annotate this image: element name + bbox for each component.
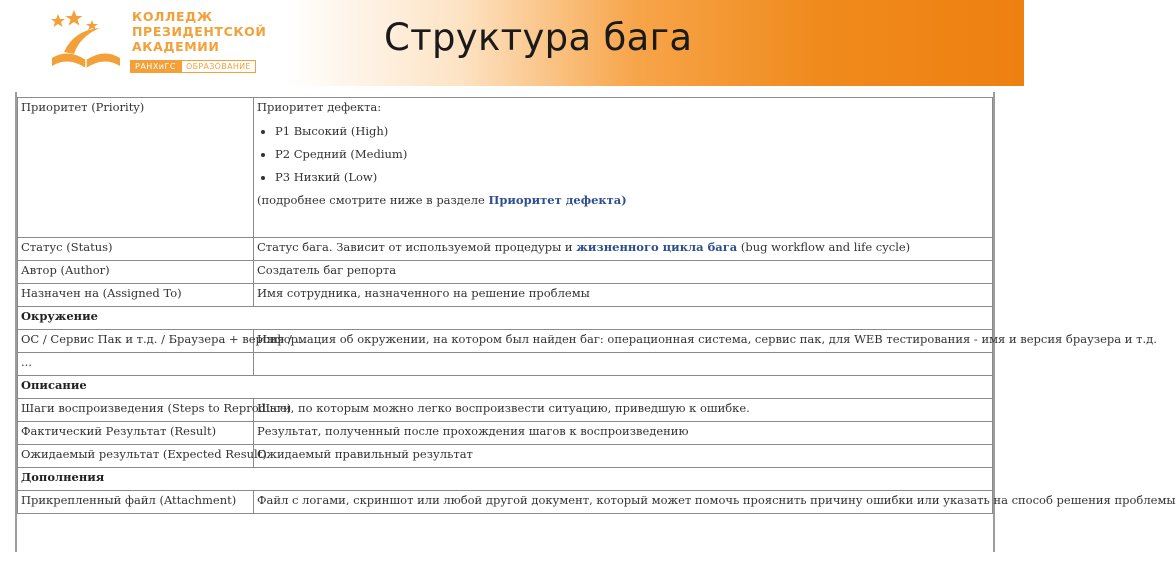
- logo-tag-education: ОБРАЗОВАНИЕ: [181, 60, 256, 73]
- status-desc-suffix: (bug workflow and life cycle): [737, 240, 911, 254]
- field-desc: [254, 353, 993, 376]
- field-label: Назначен на (Assigned To): [18, 284, 254, 307]
- table-row-attachment: [18, 491, 993, 514]
- table-row-status: [18, 238, 993, 261]
- list-item: • P3 Низкий (Low): [275, 170, 990, 185]
- table-row-expected: [18, 445, 993, 468]
- field-desc: [254, 98, 993, 238]
- logo-line-3: АКАДЕМИИ: [132, 39, 220, 54]
- logo-line-1: КОЛЛЕДЖ: [132, 9, 213, 24]
- table-row-actual: [18, 422, 993, 445]
- page-title: Структура бага: [384, 16, 693, 59]
- table-row-environment: [18, 330, 993, 353]
- table-section-description: [18, 376, 993, 399]
- logo-line-2: ПРЕЗИДЕНТСКОЙ: [132, 24, 267, 39]
- college-logo: [44, 8, 267, 76]
- bug-structure-table-frame: [15, 92, 1176, 552]
- list-item: • P1 Высокий (High): [275, 124, 990, 139]
- section-heading: Дополнения: [18, 468, 993, 491]
- bug-structure-table: [17, 97, 1176, 514]
- section-heading: Описание: [18, 376, 993, 399]
- priority-link[interactable]: Приоритет дефекта): [488, 193, 627, 207]
- logo-tag: [130, 60, 252, 73]
- field-desc: Шаги, по которым можно легко воспроизвести ситуацию, приведшую к ошибке.: [254, 399, 993, 422]
- field-label: Автор (Author): [18, 261, 254, 284]
- field-desc: Информация об окружении, на котором был найден баг: операционная система, сервис пак, для WEB тестирования - имя и версия браузера и т.д.: [254, 330, 993, 353]
- priority-note: [257, 193, 990, 208]
- field-desc: Имя сотрудника, назначенного на решение проблемы: [254, 284, 993, 307]
- section-heading: Окружение: [18, 307, 993, 330]
- field-desc: Результат, полученный после прохождения шагов к воспроизведению: [254, 422, 993, 445]
- priority-note-text: (подробнее смотрите ниже в разделе: [257, 193, 489, 207]
- field-label: Статус (Status): [18, 238, 254, 261]
- book-stars-logo-icon: [44, 8, 128, 74]
- status-desc-text: Статус бага. Зависит от используемой процедуры и: [257, 240, 577, 254]
- table-row-assigned: [18, 284, 993, 307]
- bug-lifecycle-link[interactable]: жизненного цикла бага: [576, 240, 738, 254]
- field-label: Ожидаемый результат (Expected Result): [18, 445, 254, 468]
- field-label: Фактический Результат (Result): [18, 422, 254, 445]
- field-desc: Ожидаемый правильный результат: [254, 445, 993, 468]
- table-row-priority: [18, 98, 993, 238]
- priority-heading: Приоритет дефекта:: [257, 100, 382, 114]
- logo-tag-ranepa: РАНХиГС: [130, 60, 181, 73]
- field-desc: Создатель баг репорта: [254, 261, 993, 284]
- field-label: ОС / Сервис Пак и т.д. / Браузера + версия / ...: [18, 330, 254, 353]
- list-item: • P2 Средний (Medium): [275, 147, 990, 162]
- field-label: Приоритет (Priority): [18, 98, 254, 238]
- field-label: ...: [18, 353, 254, 376]
- field-desc: Файл с логами, скриншот или любой другой документ, который может помочь прояснить причину ошибки или указать на способ решения проблемы: [254, 491, 993, 514]
- slide-header: [0, 0, 1024, 86]
- table-row-steps: [18, 399, 993, 422]
- table-row-author: [18, 261, 993, 284]
- table-section-environment: [18, 307, 993, 330]
- table-row-ellipsis: [18, 353, 993, 376]
- table-section-extras: [18, 468, 993, 491]
- priority-list: [257, 124, 990, 185]
- field-label: Шаги воспроизведения (Steps to Reproduce): [18, 399, 254, 422]
- field-label: Прикрепленный файл (Attachment): [18, 491, 254, 514]
- field-desc: [254, 238, 993, 261]
